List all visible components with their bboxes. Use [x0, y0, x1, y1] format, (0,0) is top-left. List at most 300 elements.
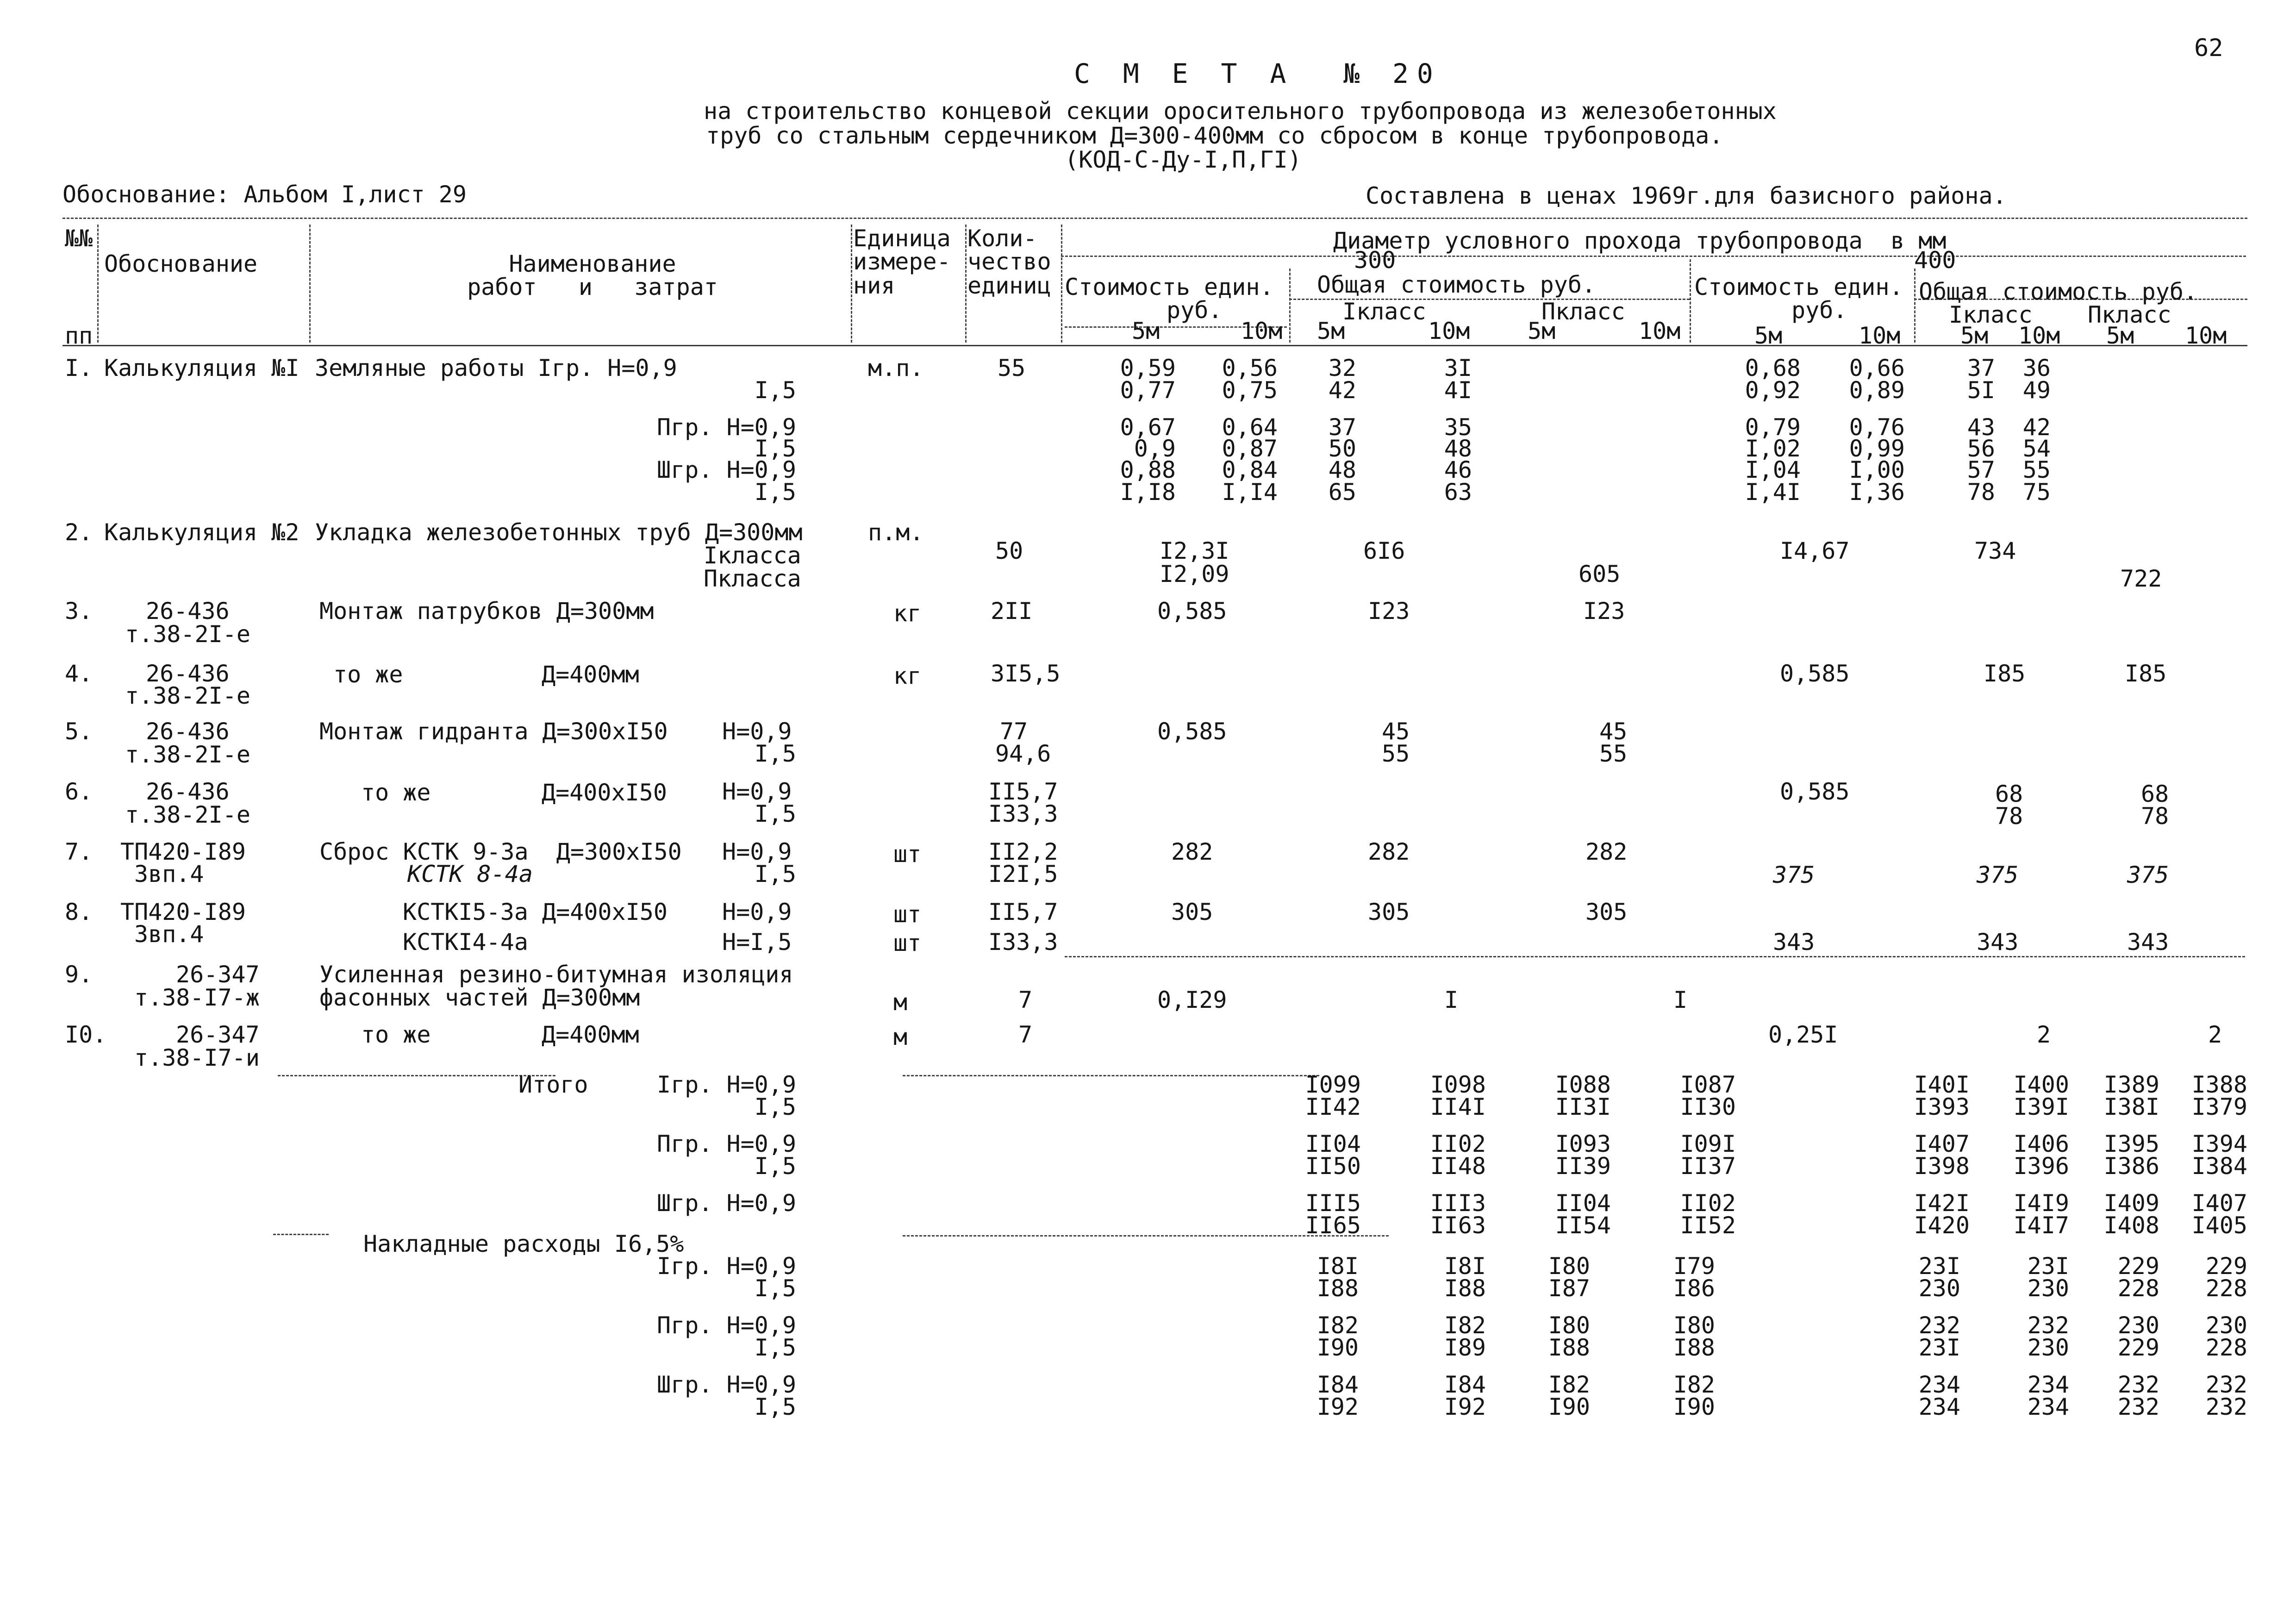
totals-a300-1-10-value: II48 — [1430, 1153, 1486, 1180]
row-1-c400-10-value: 0,99 — [1849, 435, 1905, 462]
row-2-class-1: Iкласса — [704, 542, 801, 569]
row-2-total-400-2: 722 — [2120, 565, 2162, 592]
row-5-name: Монтаж гидранта Д=300хI50 — [319, 718, 668, 745]
row-1-c300-5-value: 0,88 — [1120, 456, 1176, 483]
row-5-height: Н=0,9 — [722, 718, 792, 745]
row-1-group-3b: I,5 — [754, 479, 796, 506]
totals-a300-2-10-value: II37 — [1680, 1153, 1736, 1180]
totals-label: Итого — [518, 1071, 588, 1098]
overhead-group-1b: I,5 — [754, 1275, 796, 1302]
overhead-a300-2-10-value: I88 — [1673, 1334, 1715, 1361]
header-rub-300: руб. — [1167, 297, 1223, 324]
totals-a400-1-10-value: I4I7 — [2013, 1212, 2069, 1239]
row-1-group-2: Пгр. Н=0,9 — [656, 414, 796, 441]
row-1-unit: м.п. — [868, 355, 924, 381]
totals-a300-1-5-value: I099 — [1305, 1071, 1361, 1098]
row-1-c400-5-value: I,02 — [1745, 435, 1801, 462]
overhead-a400-1-5-value: 234 — [1918, 1393, 1960, 1420]
row-1-c400-10-value: 0,76 — [1849, 414, 1905, 441]
row-5-basis: 26-436 — [146, 718, 230, 745]
overhead-a300-1-10-value: I89 — [1444, 1334, 1486, 1361]
row-8-cost-300: 305 — [1171, 899, 1213, 925]
header-pp: пп — [65, 322, 93, 349]
row-4-total-400-1: I85 — [1984, 660, 2026, 687]
row-1-c400-5-value: 0,68 — [1745, 355, 1801, 381]
row-10-number: I0. — [65, 1021, 107, 1048]
row-1-t400-1-5-value: 78 — [1967, 479, 1995, 506]
header-5m: 5м — [1528, 318, 1556, 344]
row-4-basis-2: т.38-2I-е — [125, 682, 250, 709]
overhead-a400-2-10-value: 230 — [2205, 1312, 2247, 1339]
row-8-total-400-1: 343 — [1977, 929, 2019, 956]
row-5-qty-2: 94,6 — [995, 740, 1051, 767]
totals-a400-2-5-value: I386 — [2103, 1153, 2159, 1180]
row-6-height: Н=0,9 — [722, 778, 792, 805]
row-9-unit: м — [893, 989, 908, 1016]
row-2-cost-300-b: I2,09 — [1160, 561, 1229, 587]
overhead-a400-1-5-value: 230 — [1918, 1275, 1960, 1302]
header-rule — [1061, 256, 2246, 257]
overhead-a400-1-5-value: 234 — [1918, 1371, 1960, 1398]
col-divider — [1914, 269, 1915, 343]
row-5-qty: 77 — [1000, 718, 1028, 745]
row-7-name: Сброс КСТК 9-3а Д=300хI50 — [319, 838, 682, 865]
row-1-number: I. — [65, 355, 93, 381]
row-2-unit: п.м. — [868, 519, 924, 546]
row-1-t400-1-10-value: 75 — [2022, 479, 2051, 506]
row-1-t300-1-5-value: 32 — [1328, 355, 1356, 381]
header-5m: 5м — [1317, 318, 1345, 344]
row-1-c300-5-value: I,I8 — [1120, 479, 1176, 506]
row-7-total-300-2: 282 — [1585, 838, 1628, 865]
header-class1-300: Iкласс — [1342, 298, 1426, 325]
row-6-qty-2: I33,3 — [988, 800, 1058, 827]
header-10m: 10м — [1241, 318, 1283, 344]
overhead-a400-1-5-value: 23I — [1918, 1253, 1960, 1280]
row-5-total-300-1: 45 — [1382, 718, 1410, 745]
row-8-unit: шт — [893, 901, 922, 928]
overhead-group-1: Iгр. Н=0,9 — [656, 1253, 796, 1280]
row-10-total-400-2: 2 — [2208, 1021, 2222, 1048]
row-8-name-2: КСТКI4-4а — [403, 929, 528, 956]
totals-a300-1-10-value: II4I — [1430, 1093, 1486, 1120]
header-top-rule — [62, 218, 2247, 219]
row-1-t400-1-5-value: 37 — [1967, 355, 1995, 381]
col-divider — [851, 225, 852, 343]
row-1-c300-10-value: 0,75 — [1222, 377, 1278, 404]
row-10-basis-2: т.38-I7-и — [134, 1044, 260, 1071]
totals-a400-1-10-value: I406 — [2013, 1131, 2069, 1157]
row-8-basis: ТП420-I89 — [120, 899, 246, 925]
totals-a300-2-5-value: I088 — [1555, 1071, 1611, 1098]
header-5m: 5м — [1754, 322, 1783, 349]
row-2-cost-300-a: I2,3I — [1160, 537, 1229, 564]
row-6-qty: II5,7 — [988, 778, 1058, 805]
row-7-qty: II2,2 — [988, 838, 1058, 865]
row-9-basis: 26-347 — [176, 961, 260, 988]
row-8-rule — [1065, 956, 2245, 957]
header-diameter: Диаметр условного прохода трубопровода в мм — [1333, 227, 1947, 254]
row-1-t400-1-5-value: 56 — [1967, 435, 1995, 462]
overhead-a400-1-10-value: 230 — [2027, 1275, 2069, 1302]
totals-a300-2-10-value: II30 — [1680, 1093, 1736, 1120]
subtitle-line-3: (КОД-С-Ду-I,П,ГI) — [1065, 146, 1302, 173]
totals-a400-1-10-value: I400 — [2013, 1071, 2069, 1098]
overhead-rule — [273, 1234, 329, 1235]
totals-a400-2-5-value: I38I — [2103, 1093, 2159, 1120]
row-7-cost-400: 375 — [1773, 862, 1815, 888]
overhead-a300-1-5-value: I90 — [1316, 1334, 1359, 1361]
header-5m: 5м — [2106, 322, 2134, 349]
row-6-name: то же — [361, 779, 431, 806]
overhead-a300-2-5-value: I87 — [1548, 1275, 1590, 1302]
totals-a400-2-10-value: I379 — [2191, 1093, 2247, 1120]
row-1-c400-10-value: I,36 — [1849, 479, 1905, 506]
row-7-number: 7. — [65, 838, 93, 865]
row-5-total-300-2b: 55 — [1599, 740, 1628, 767]
header-d400: 400 — [1914, 247, 1956, 274]
row-2-basis: Калькуляция №2 — [104, 519, 299, 546]
row-9-qty: 7 — [1018, 987, 1033, 1013]
header-name-2: работ и затрат — [467, 274, 718, 300]
row-1-c400-5-value: 0,79 — [1745, 414, 1801, 441]
header-class2-400: Пкласс — [2088, 301, 2171, 328]
row-5-cost-300: 0,585 — [1157, 718, 1227, 745]
header-bottom-rule — [62, 345, 2247, 346]
row-6-height-2: I,5 — [754, 800, 796, 827]
header-unit-cost-300: Стоимость един. — [1065, 274, 1274, 300]
row-1-t300-1-10-value: 3I — [1444, 355, 1472, 381]
row-8-number: 8. — [65, 899, 93, 925]
row-2-name: Укладка железобетонных труб Д=300мм — [315, 519, 803, 546]
overhead-a400-2-5-value: 228 — [2117, 1275, 2159, 1302]
row-1-c400-5-value: 0,92 — [1745, 377, 1801, 404]
row-9-basis-2: т.38-I7-ж — [134, 984, 260, 1011]
overhead-a400-2-5-value: 229 — [2117, 1334, 2159, 1361]
header-number: №№ — [65, 225, 93, 252]
prices-note: Составлена в ценах 1969г.для базисного района. — [1366, 182, 2007, 209]
row-1-qty: 55 — [998, 355, 1026, 381]
col-divider — [309, 225, 311, 343]
overhead-rule — [903, 1235, 1389, 1237]
row-7-name-2: КСТК 8-4а — [407, 861, 533, 887]
totals-a400-2-5-value: I409 — [2103, 1190, 2159, 1217]
overhead-a400-1-5-value: 23I — [1918, 1334, 1960, 1361]
row-1-c300-5-value: 0,67 — [1120, 414, 1176, 441]
row-2-qty: 50 — [995, 537, 1023, 564]
row-4-diameter: Д=400мм — [542, 661, 639, 688]
totals-group-2b: I,5 — [754, 1153, 796, 1180]
row-5-total-300-2: 45 — [1599, 718, 1628, 745]
totals-a300-1-5-value: II04 — [1305, 1131, 1361, 1157]
row-1-group-2b: I,5 — [754, 435, 796, 462]
row-1-c300-10-value: I,I4 — [1222, 479, 1278, 506]
header-qty-3: единиц — [967, 272, 1051, 299]
document-title: С М Е Т А № 20 — [1074, 58, 1441, 89]
row-9-name: Усиленная резино-битумная изоляция — [319, 961, 793, 988]
totals-a300-2-5-value: II54 — [1555, 1212, 1611, 1239]
row-7-unit: шт — [893, 841, 922, 868]
row-1-t300-1-5-value: 48 — [1328, 456, 1356, 483]
overhead-a300-1-10-value: I88 — [1444, 1275, 1486, 1302]
header-name: Наименование — [509, 250, 676, 277]
row-1-c300-5-value: 0,59 — [1120, 355, 1176, 381]
row-1-t300-1-10-value: 35 — [1444, 414, 1472, 441]
totals-a300-1-5-value: II50 — [1305, 1153, 1361, 1180]
row-5-number: 5. — [65, 718, 93, 745]
row-4-name: то же — [333, 661, 403, 688]
row-1-t300-1-5-value: 37 — [1328, 414, 1356, 441]
row-8-unit-2: шт — [893, 930, 922, 956]
overhead-a400-1-10-value: 232 — [2027, 1312, 2069, 1339]
overhead-a300-2-5-value: I90 — [1548, 1393, 1590, 1420]
totals-a300-2-5-value: II04 — [1555, 1190, 1611, 1217]
row-5-height-2: I,5 — [754, 740, 796, 767]
overhead-a400-2-10-value: 228 — [2205, 1275, 2247, 1302]
row-3-basis-2: т.38-2I-е — [125, 621, 250, 648]
totals-a400-2-5-value: I395 — [2103, 1131, 2159, 1157]
header-unit: Единица — [853, 225, 951, 252]
header-qty: Коли- — [967, 225, 1037, 252]
header-d300: 300 — [1354, 247, 1396, 274]
row-5-basis-2: т.38-2I-е — [125, 741, 250, 768]
overhead-a400-2-5-value: 229 — [2117, 1253, 2159, 1280]
row-4-total-400-2: I85 — [2125, 660, 2167, 687]
row-1-t300-1-5-value: 42 — [1328, 377, 1356, 404]
overhead-a400-1-10-value: 23I — [2027, 1253, 2069, 1280]
header-5m: 5м — [1960, 322, 1989, 349]
totals-a300-1-5-value: III5 — [1305, 1190, 1361, 1217]
totals-a300-2-5-value: I093 — [1555, 1131, 1611, 1157]
row-9-name-2: фасонных частей Д=300мм — [319, 984, 640, 1011]
overhead-a400-1-5-value: 232 — [1918, 1312, 1960, 1339]
totals-a400-2-10-value: I388 — [2191, 1071, 2247, 1098]
header-class2-300: Пкласс — [1541, 298, 1625, 325]
overhead-a300-1-5-value: I88 — [1316, 1275, 1359, 1302]
row-3-qty: 2II — [991, 598, 1033, 625]
row-10-diameter: Д=400мм — [542, 1021, 639, 1048]
row-9-total-300-2: I — [1673, 987, 1688, 1013]
header-10m: 10м — [2185, 322, 2227, 349]
overhead-a300-2-5-value: I82 — [1548, 1371, 1590, 1398]
row-3-basis: 26-436 — [146, 598, 230, 625]
row-1-c300-10-value: 0,64 — [1222, 414, 1278, 441]
row-8-basis-2: 3вп.4 — [134, 921, 204, 948]
header-basis: Обоснование — [104, 250, 258, 277]
header-10m: 10м — [2018, 322, 2060, 349]
row-4-unit: кг — [893, 662, 922, 689]
overhead-a400-2-10-value: 232 — [2205, 1393, 2247, 1420]
row-6-basis-2: т.38-2I-е — [125, 801, 250, 828]
totals-rule — [278, 1075, 555, 1076]
row-1-t400-1-10-value: 49 — [2022, 377, 2051, 404]
row-10-unit: м — [893, 1024, 908, 1050]
row-9-number: 9. — [65, 961, 93, 988]
header-unit-2: измере- — [853, 248, 951, 275]
page-number: 62 — [2194, 34, 2223, 62]
row-1-c400-5-value: I,04 — [1745, 456, 1801, 483]
col-divider — [965, 225, 967, 343]
overhead-a300-1-5-value: I82 — [1316, 1312, 1359, 1339]
totals-group-3: Шгр. Н=0,9 — [656, 1190, 796, 1217]
overhead-a400-2-10-value: 228 — [2205, 1334, 2247, 1361]
row-2-total-400-1: 734 — [1974, 537, 2016, 564]
totals-a300-1-5-value: II42 — [1305, 1093, 1361, 1120]
totals-a400-2-10-value: I405 — [2191, 1212, 2247, 1239]
col-divider — [1289, 269, 1291, 343]
totals-a400-2-10-value: I407 — [2191, 1190, 2247, 1217]
overhead-a300-1-10-value: I8I — [1444, 1253, 1486, 1280]
row-2-total-300-2: 605 — [1578, 561, 1621, 587]
row-4-cost-400: 0,585 — [1780, 660, 1850, 687]
row-10-cost-400: 0,25I — [1768, 1021, 1838, 1048]
row-8-name: КСТКI5-3а Д=400хI50 — [403, 899, 668, 925]
row-1-c300-10-value: 0,84 — [1222, 456, 1278, 483]
totals-a300-1-10-value: II63 — [1430, 1212, 1486, 1239]
row-1-basis: Калькуляция №I — [104, 355, 299, 381]
row-1-c300-5-value: 0,9 — [1134, 435, 1176, 462]
totals-a400-1-10-value: I396 — [2013, 1153, 2069, 1180]
totals-a400-1-5-value: I42I — [1914, 1190, 1970, 1217]
row-6-cost-400: 0,585 — [1780, 778, 1850, 805]
row-1-name: Земляные работы Iгр. Н=0,9 — [315, 355, 677, 381]
totals-a300-1-5-value: II65 — [1305, 1212, 1361, 1239]
row-1-c300-10-value: 0,56 — [1222, 355, 1278, 381]
totals-a300-2-10-value: II02 — [1680, 1190, 1736, 1217]
totals-a400-1-10-value: I39I — [2013, 1093, 2069, 1120]
col-divider — [1690, 259, 1691, 343]
header-unit-cost-400: Стоимость един. — [1694, 274, 1903, 300]
totals-a400-2-10-value: I394 — [2191, 1131, 2247, 1157]
row-1-c400-10-value: 0,66 — [1849, 355, 1905, 381]
row-8-qty: II5,7 — [988, 899, 1058, 925]
row-1-c400-10-value: I,00 — [1849, 456, 1905, 483]
row-1-t300-1-10-value: 48 — [1444, 435, 1472, 462]
row-3-total-300-2: I23 — [1583, 598, 1625, 625]
row-6-total-400-1b: 78 — [1995, 803, 2023, 830]
row-1-name-2: I,5 — [754, 377, 796, 404]
totals-a300-1-10-value: I098 — [1430, 1071, 1486, 1098]
row-6-total-400-1: 68 — [1995, 781, 2023, 807]
overhead-group-2b: I,5 — [754, 1334, 796, 1361]
row-10-total-400-1: 2 — [2037, 1021, 2051, 1048]
totals-group-1b: I,5 — [754, 1093, 796, 1120]
overhead-a300-1-10-value: I84 — [1444, 1371, 1486, 1398]
row-1-t400-1-10-value: 42 — [2022, 414, 2051, 441]
overhead-a300-1-5-value: I8I — [1316, 1253, 1359, 1280]
totals-group-2: Пгр. Н=0,9 — [656, 1131, 796, 1157]
row-3-number: 3. — [65, 598, 93, 625]
row-1-c300-10-value: 0,87 — [1222, 435, 1278, 462]
row-6-diameter: Д=400хI50 — [542, 779, 667, 806]
subtitle-line-2: труб со стальным сердечником Д=300-400мм со сбросом в конце трубопровода. — [706, 122, 1723, 149]
row-3-cost-300: 0,585 — [1157, 598, 1227, 625]
overhead-group-3b: I,5 — [754, 1393, 796, 1420]
row-4-basis: 26-436 — [146, 660, 230, 687]
totals-a400-2-5-value: I389 — [2103, 1071, 2159, 1098]
row-10-name: то же — [361, 1021, 431, 1048]
row-1-c400-10-value: 0,89 — [1849, 377, 1905, 404]
row-2-class-2: Пкласса — [704, 565, 801, 592]
overhead-a400-2-5-value: 230 — [2117, 1312, 2159, 1339]
header-rub-400: руб. — [1791, 297, 1847, 324]
overhead-a400-2-10-value: 229 — [2205, 1253, 2247, 1280]
overhead-a300-1-10-value: I82 — [1444, 1312, 1486, 1339]
subtitle-line-1: на строительство концевой секции оросительного трубопровода из железобетонных — [704, 98, 1777, 125]
overhead-a300-1-5-value: I84 — [1316, 1371, 1359, 1398]
row-10-basis: 26-347 — [176, 1021, 260, 1048]
row-8-total-400-2: 343 — [2127, 929, 2169, 956]
header-5m: 5м — [1132, 318, 1160, 344]
row-7-qty-2: I2I,5 — [988, 861, 1058, 887]
row-7-total-400-1: 375 — [1977, 862, 2019, 888]
row-8-qty-2: I33,3 — [988, 929, 1058, 956]
totals-a400-1-5-value: I407 — [1914, 1131, 1970, 1157]
totals-a400-2-10-value: I384 — [2191, 1153, 2247, 1180]
row-7-basis-2: 3вп.4 — [134, 861, 204, 887]
totals-a300-2-5-value: II39 — [1555, 1153, 1611, 1180]
totals-a400-1-5-value: I420 — [1914, 1212, 1970, 1239]
overhead-a300-2-10-value: I79 — [1673, 1253, 1715, 1280]
row-6-total-400-2b: 78 — [2141, 803, 2169, 830]
overhead-a300-2-5-value: I80 — [1548, 1312, 1590, 1339]
basis-note: Обоснование: Альбом I,лист 29 — [62, 181, 467, 208]
overhead-a300-1-5-value: I92 — [1316, 1393, 1359, 1420]
overhead-a400-1-10-value: 234 — [2027, 1371, 2069, 1398]
header-qty-2: чество — [967, 248, 1051, 275]
overhead-a300-2-10-value: I82 — [1673, 1371, 1715, 1398]
row-7-basis: ТП420-I89 — [120, 838, 246, 865]
totals-a300-2-10-value: I09I — [1680, 1131, 1736, 1157]
row-8-cost-400: 343 — [1773, 929, 1815, 956]
row-3-unit: кг — [893, 600, 922, 627]
totals-a300-1-10-value: II02 — [1430, 1131, 1486, 1157]
row-7-height-2: I,5 — [754, 861, 796, 887]
row-1-group-3: Шгр. Н=0,9 — [656, 456, 796, 483]
totals-a400-1-5-value: I398 — [1914, 1153, 1970, 1180]
row-1-t300-1-10-value: 63 — [1444, 479, 1472, 506]
overhead-a400-2-10-value: 232 — [2205, 1371, 2247, 1398]
row-7-cost-300: 282 — [1171, 838, 1213, 865]
header-total-300: Общая стоимость руб. — [1317, 271, 1596, 298]
totals-a300-2-10-value: I087 — [1680, 1071, 1736, 1098]
row-8-total-300-2: 305 — [1585, 899, 1628, 925]
overhead-group-2: Пгр. Н=0,9 — [656, 1312, 796, 1339]
row-7-height: Н=0,9 — [722, 838, 792, 865]
row-1-t400-1-10-value: 54 — [2022, 435, 2051, 462]
header-10m: 10м — [1639, 318, 1681, 344]
overhead-a300-1-10-value: I92 — [1444, 1393, 1486, 1420]
header-class1-400: Iкласс — [1949, 301, 2033, 328]
row-1-t400-1-10-value: 55 — [2022, 456, 2051, 483]
header-unit-3: ния — [853, 272, 895, 299]
col-divider — [1061, 225, 1062, 343]
overhead-a300-2-5-value: I80 — [1548, 1253, 1590, 1280]
row-1-t400-1-10-value: 36 — [2022, 355, 2051, 381]
row-6-number: 6. — [65, 778, 93, 805]
header-total-400: Общая стоимость руб. — [1919, 278, 2198, 305]
row-1-c300-5-value: 0,77 — [1120, 377, 1176, 404]
row-2-total-300-1: 6I6 — [1363, 537, 1405, 564]
overhead-a400-2-5-value: 232 — [2117, 1371, 2159, 1398]
overhead-a300-2-10-value: I90 — [1673, 1393, 1715, 1420]
overhead-a400-1-10-value: 234 — [2027, 1393, 2069, 1420]
row-1-t400-1-5-value: 43 — [1967, 414, 1995, 441]
row-4-qty: 3I5,5 — [991, 660, 1061, 687]
row-6-basis: 26-436 — [146, 778, 230, 805]
row-1-t300-1-10-value: 4I — [1444, 377, 1472, 404]
row-7-total-300-1: 282 — [1368, 838, 1410, 865]
